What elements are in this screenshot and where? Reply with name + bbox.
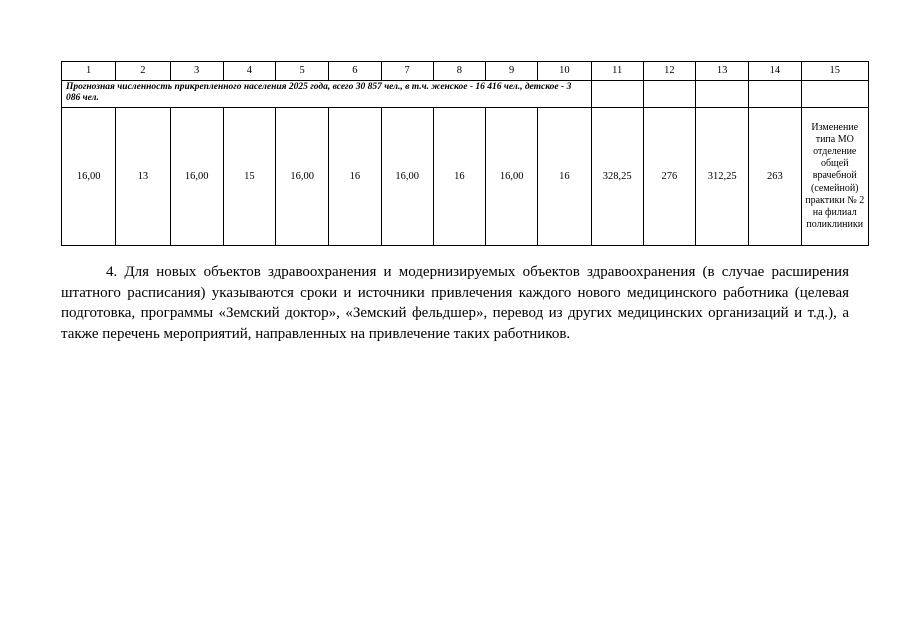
table-cell <box>696 81 749 108</box>
value-cell: 16 <box>538 108 591 246</box>
column-number: 6 <box>329 62 381 81</box>
value-cell: 13 <box>116 108 170 246</box>
column-number: 1 <box>62 62 116 81</box>
value-cell: 276 <box>643 108 695 246</box>
column-number: 9 <box>486 62 538 81</box>
column-number: 15 <box>801 62 868 81</box>
value-cell: 15 <box>223 108 275 246</box>
column-number: 5 <box>276 62 329 81</box>
value-cell: 16 <box>433 108 485 246</box>
value-cell: 16,00 <box>381 108 433 246</box>
table-cell <box>749 81 801 108</box>
staffing-table <box>61 61 869 246</box>
population-caption-row <box>62 81 869 108</box>
column-number: 7 <box>381 62 433 81</box>
column-number: 11 <box>591 62 643 81</box>
change-note-cell: Изменение типа МО отделение общей врачебной (семейной) практики № 2 на филиал поликлиники <box>801 108 868 246</box>
column-number: 3 <box>170 62 223 81</box>
population-caption: Прогнозная численность прикрепленного населения 2025 года, всего 30 857 чел., в т.ч. женское - 16 416 чел., детское - 3 086 чел. <box>62 81 592 108</box>
value-cell: 16,00 <box>486 108 538 246</box>
table-cell <box>591 81 643 108</box>
value-cell: 16,00 <box>170 108 223 246</box>
value-cell: 263 <box>749 108 801 246</box>
column-number: 2 <box>116 62 170 81</box>
column-number-row <box>62 62 869 81</box>
value-cell: 312,25 <box>696 108 749 246</box>
column-number: 13 <box>696 62 749 81</box>
value-cell: 328,25 <box>591 108 643 246</box>
body-paragraph: 4. Для новых объектов здравоохранения и модернизируемых объектов здравоохранения (в случае расширения штатного расписания) указываются сроки и источники привлечения каждого нового медицинского работника (целевая подготовка, программы «Земский доктор», «Земский фельдшер», перевод из других медицинских организаций и т.д.), а также перечень мероприятий, направленных на привлечение таких работников. <box>61 264 849 342</box>
table-cell <box>643 81 695 108</box>
column-number: 4 <box>223 62 275 81</box>
values-row <box>62 108 869 246</box>
value-cell: 16,00 <box>276 108 329 246</box>
column-number: 10 <box>538 62 591 81</box>
column-number: 8 <box>433 62 485 81</box>
column-number: 12 <box>643 62 695 81</box>
value-cell: 16,00 <box>62 108 116 246</box>
column-number: 14 <box>749 62 801 81</box>
table-cell <box>801 81 868 108</box>
value-cell: 16 <box>329 108 381 246</box>
